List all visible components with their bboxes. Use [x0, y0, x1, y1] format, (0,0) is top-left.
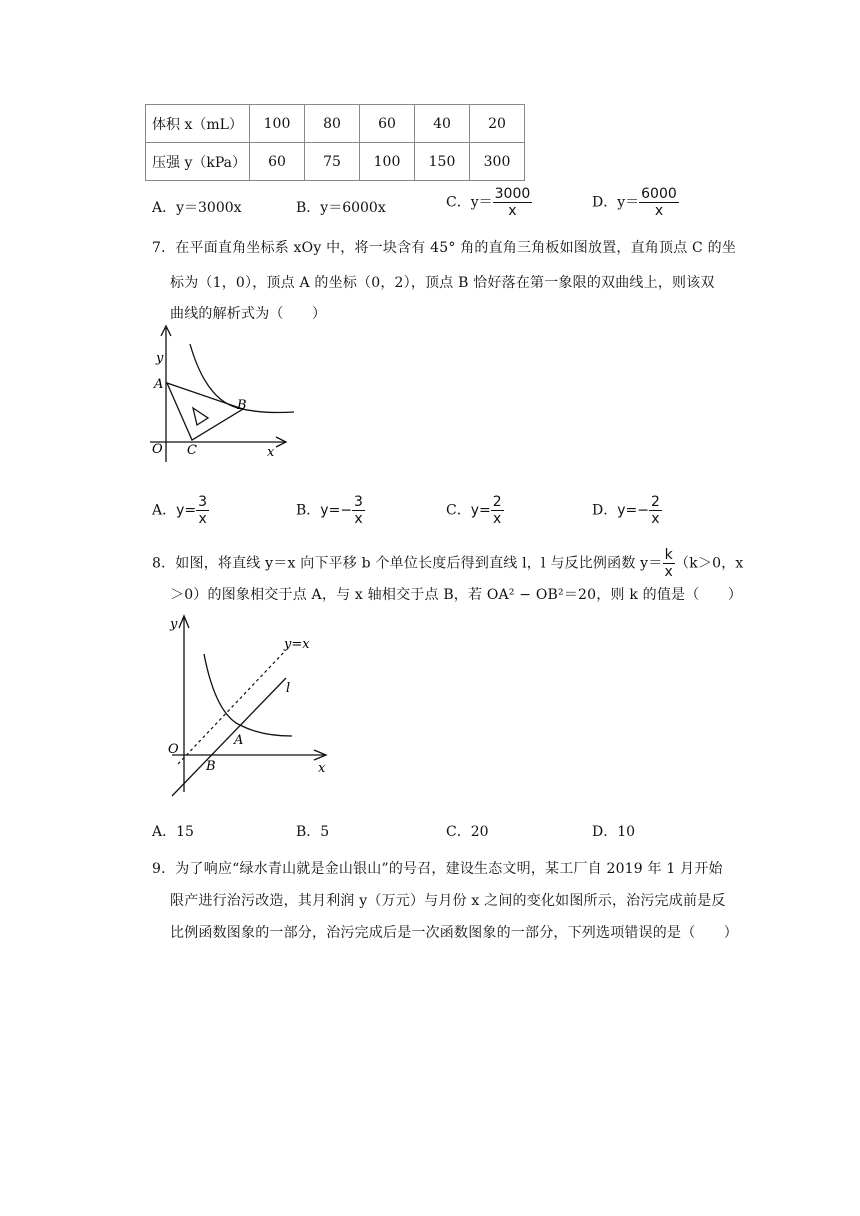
fraction-numerator: 2 [650, 494, 660, 510]
label-c: C [187, 443, 197, 458]
q8-option-b: B．5 [296, 824, 330, 840]
fraction-denominator: x [664, 564, 673, 580]
option-prefix: D． [592, 502, 618, 519]
fraction-numerator: 3 [198, 494, 208, 510]
fraction [352, 494, 365, 527]
fraction [639, 186, 679, 219]
q9-line-3: 比例函数图象的一部分，治污完成后是一次函数图象的一部分，下列选项错误的是（ ） [170, 925, 738, 941]
q8-line-1-end: （k＞0，x [675, 555, 744, 572]
q8-option-a: A．15 [152, 824, 194, 840]
q9-line-2: 限产进行治污改造，其月利润 y（万元）与月份 x 之间的变化如图所示，治污完成前是反 [170, 893, 726, 909]
fraction-numerator: 3 [354, 494, 363, 510]
q9-line-1: 9．为了响应“绿水青山就是金山银山”的号召，建设生态文明，某工厂自 2019 年 1 月开始 [152, 861, 723, 877]
table-cell: 40 [415, 105, 470, 143]
table-row [146, 143, 525, 181]
q7-option-b [296, 494, 365, 527]
label-b: B [206, 759, 216, 774]
label-b: B [237, 398, 247, 413]
label-y: y [170, 617, 178, 632]
line-l [172, 678, 286, 796]
q6-option-a: A．y＝3000x [152, 200, 242, 216]
label-origin: O [168, 742, 179, 757]
q7-line-2: 标为（1，0），顶点 A 的坐标（0，2），顶点 B 恰好落在第一象限的双曲线上，则该双 [170, 275, 715, 291]
fraction [493, 186, 533, 219]
option-equation: y= [470, 502, 491, 519]
option-prefix: D．y＝ [592, 194, 640, 211]
label-a: A [234, 733, 244, 748]
table-cell: 100 [250, 105, 305, 143]
option-prefix: C．y＝ [446, 194, 493, 211]
label-y-equals-x: y=x [284, 637, 310, 652]
set-square-outer [167, 383, 243, 440]
label-a: A [154, 377, 164, 392]
q8-option-c: C．20 [446, 824, 489, 840]
label-origin: O [152, 442, 163, 457]
label-y: y [156, 351, 164, 366]
label-x: x [267, 445, 275, 460]
fraction-numerator: k [663, 547, 676, 564]
q7-line-3: 曲线的解析式为（ ） [170, 306, 327, 322]
table-row-label: 体积 x（mL） [146, 105, 250, 143]
set-square-inner [193, 408, 208, 425]
fraction [491, 494, 504, 527]
q6-option-c [446, 186, 532, 219]
label-x: x [318, 761, 326, 776]
q8-line-1 [152, 547, 744, 580]
q7-option-c [446, 494, 504, 527]
table-cell: 20 [470, 105, 525, 143]
table-cell: 60 [360, 105, 415, 143]
option-equation: y= [176, 502, 197, 519]
table-cell: 150 [415, 143, 470, 181]
table-cell: 300 [470, 143, 525, 181]
option-equation: y=− [320, 502, 353, 519]
q6-option-b: B．y＝6000x [296, 200, 386, 216]
option-prefix: B． [296, 502, 321, 519]
label-l: l [286, 681, 291, 696]
q8-line-hyperbola-figure [150, 612, 330, 804]
option-equation: y=− [617, 502, 649, 519]
fraction [196, 494, 209, 527]
q7-line-1: 7．在平面直角坐标系 xOy 中，将一块含有 45° 角的直角三角板如图放置，直角顶点 C 的坐 [152, 240, 737, 256]
fraction-denominator: x [493, 511, 502, 527]
fraction [649, 494, 662, 527]
option-prefix: A． [152, 502, 177, 519]
table-cell: 60 [250, 143, 305, 181]
q8-line-1-start: 8．如图，将直线 y＝x 向下平移 b 个单位长度后得到直线 l，l 与反比例函数 y＝ [152, 555, 663, 572]
table-cell: 75 [305, 143, 360, 181]
q7-option-a [152, 494, 209, 527]
table-row-label: 压强 y（kPa） [146, 143, 250, 181]
fraction [663, 547, 676, 580]
q8-option-d: D．10 [592, 824, 636, 840]
option-prefix: C． [446, 502, 471, 519]
q6-option-d [592, 186, 679, 219]
q7-triangle-hyperbola-figure [146, 322, 298, 484]
table-cell: 100 [360, 143, 415, 181]
pressure-volume-table [145, 104, 525, 181]
q7-option-d [592, 494, 662, 527]
fraction-numerator: 6000 [641, 186, 677, 202]
table-row [146, 105, 525, 143]
fraction-denominator: x [651, 511, 660, 527]
fraction-denominator: x [508, 203, 517, 219]
fraction-numerator: 3000 [494, 186, 531, 202]
line-y-equals-x [178, 650, 286, 764]
q8-line-2: ＞0）的图象相交于点 A，与 x 轴相交于点 B，若 OA² − OB²＝20，则 k 的值是（ ） [170, 587, 743, 603]
fraction-denominator: x [654, 203, 664, 219]
hyperbola-curve [204, 654, 292, 736]
fraction-denominator: x [198, 511, 207, 527]
table-cell: 80 [305, 105, 360, 143]
fraction-numerator: 2 [492, 494, 502, 510]
fraction-denominator: x [354, 511, 363, 527]
